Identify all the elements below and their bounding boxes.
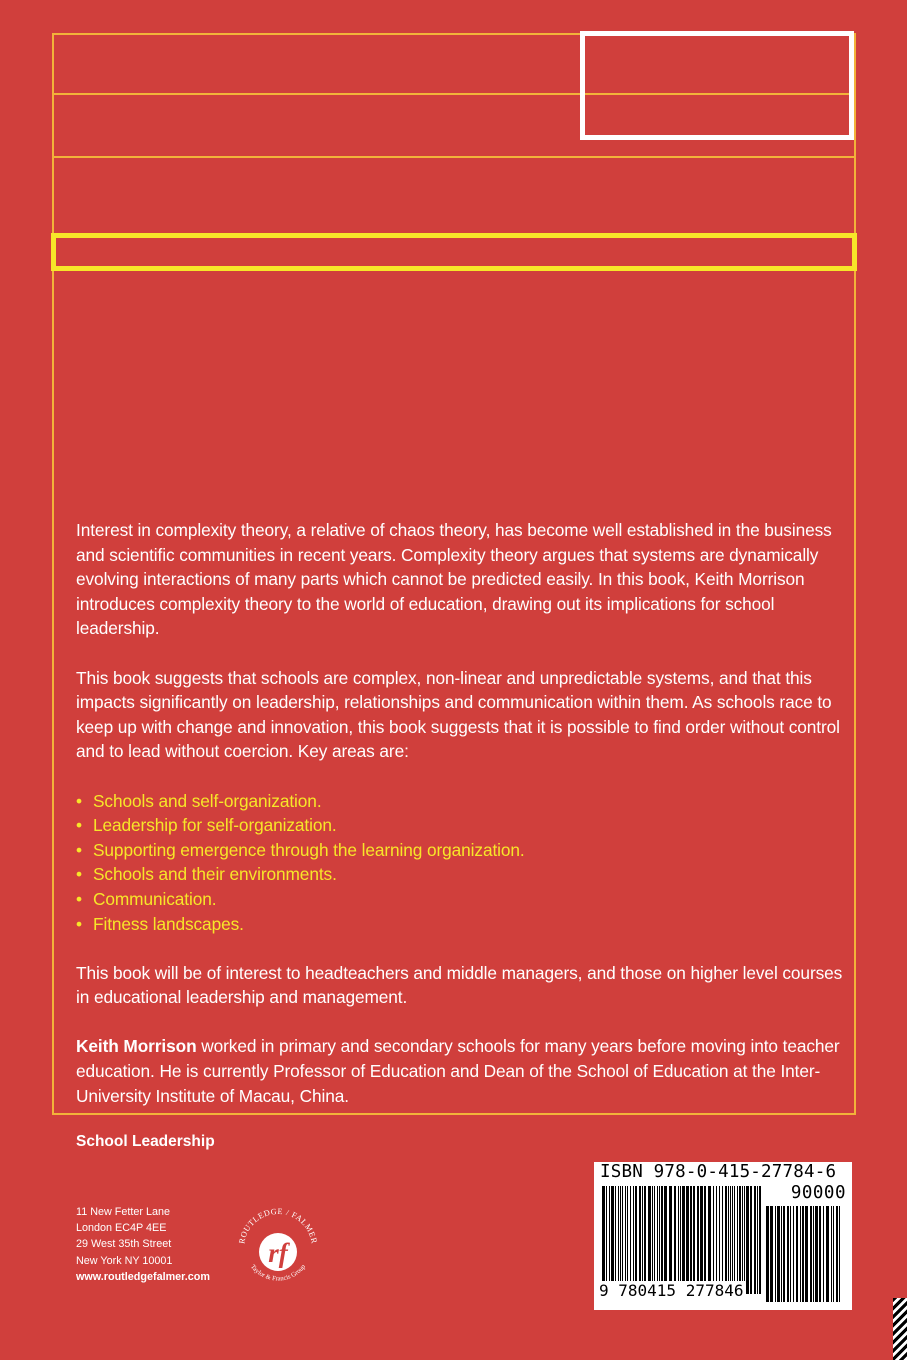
barcode-bar — [815, 1206, 818, 1302]
address-line-3: 29 West 35th Street — [76, 1238, 172, 1251]
barcode-bar — [704, 1186, 706, 1294]
routledge-falmer-logo — [228, 1196, 328, 1296]
logo-bottom-text: Taylor & Francis Group — [248, 1263, 308, 1283]
logo-top-text: ROUTLEDGE / FALMER — [237, 1206, 319, 1245]
barcode-bar — [625, 1186, 626, 1294]
barcode-bar — [777, 1206, 780, 1302]
barcode-bar — [728, 1186, 729, 1294]
barcode-bar — [766, 1206, 769, 1302]
barcode-bar — [659, 1186, 660, 1294]
barcode-bar — [770, 1206, 773, 1302]
corner-registration-mark — [893, 1298, 907, 1360]
barcode-bar — [690, 1186, 692, 1294]
address-line-4: New York NY 10001 — [76, 1254, 173, 1267]
barcode-bar — [630, 1186, 631, 1294]
barcode-bar — [661, 1186, 663, 1294]
addon-barcode — [766, 1206, 844, 1302]
barcode-digits: 9 780415 277846 — [599, 1281, 744, 1300]
barcode-bar — [635, 1186, 637, 1294]
key-area-item: • Supporting emergence through the learning organization. — [76, 838, 846, 863]
barcode-bar — [739, 1186, 741, 1294]
white-outline-box — [580, 31, 854, 140]
barcode-bar — [805, 1206, 808, 1302]
price-code: 90000 — [790, 1183, 846, 1203]
barcode-bar — [775, 1206, 776, 1302]
barcode-bar — [644, 1186, 646, 1294]
barcode-bar — [620, 1186, 621, 1294]
barcode-bar — [732, 1186, 733, 1294]
barcode-bar — [713, 1186, 714, 1294]
barcode-bar — [754, 1186, 756, 1294]
barcode-bar — [833, 1206, 834, 1302]
address-line-2: London EC4P 4EE — [76, 1222, 167, 1235]
barcode-bar — [716, 1186, 717, 1294]
barcode-bar — [787, 1206, 789, 1302]
barcode-bar — [793, 1206, 794, 1302]
description-paragraph-1: Interest in complexity theory, a relative of chaos theory, has become well established in the business and scientific communities in recent years. Complexity theory argues that systems are dynamically evolving interactions of many parts which cannot be predicted easily. In this book, Keith Morrison introduces complexity theory to the world of education, drawing out its implications for school leadership. — [76, 520, 832, 639]
barcode-bar — [744, 1186, 745, 1294]
isbn-barcode-block — [594, 1162, 852, 1310]
barcode-bar — [609, 1186, 610, 1294]
publisher-address — [76, 1204, 210, 1285]
yellow-outline-bar — [51, 233, 857, 271]
barcode-bar — [813, 1206, 814, 1302]
isbn-number: ISBN 978-0-415-27784-6 — [600, 1162, 837, 1182]
barcode-bar — [759, 1186, 761, 1294]
description-paragraph-2: This book suggests that schools are complex, non-linear and unpredictable systems, and that this impacts significantly on leadership, relationships and communication within them. As schools race to keep up with change and innovation, this book suggests that it is possible to find order without control and to lead without coercion. Key areas are: — [76, 667, 840, 762]
frame-line-right — [854, 33, 856, 1115]
barcode-bar — [831, 1206, 832, 1302]
key-area-item: • Fitness landscapes. — [76, 912, 846, 937]
barcode-bar — [810, 1206, 812, 1302]
barcode-bar — [746, 1186, 749, 1294]
barcode-bar — [800, 1206, 801, 1302]
frame-line-third — [52, 156, 856, 158]
barcode-bar — [781, 1206, 782, 1302]
frame-line-left — [52, 33, 54, 1115]
barcode-bar — [680, 1186, 681, 1294]
barcode-bar — [602, 1186, 605, 1294]
key-area-item: • Leadership for self-organization. — [76, 813, 846, 838]
barcode-bar — [802, 1206, 804, 1302]
key-area-item: • Schools and self-organization. — [76, 789, 846, 814]
ean-barcode — [602, 1186, 762, 1294]
barcode-bar — [674, 1186, 676, 1294]
barcode-bar — [642, 1186, 643, 1294]
barcode-bar — [839, 1206, 840, 1302]
barcode-bar — [836, 1206, 838, 1302]
logo-monogram: rf — [268, 1238, 288, 1268]
barcode-bar — [639, 1186, 641, 1294]
barcode-bar — [725, 1186, 727, 1294]
barcode-bar — [606, 1186, 607, 1294]
barcode-bar — [734, 1186, 735, 1294]
barcode-bar — [790, 1206, 791, 1302]
barcode-bar — [648, 1186, 651, 1294]
barcode-bar — [823, 1206, 824, 1302]
description-paragraph-3: This book will be of interest to headteachers and middle managers, and those on higher level courses in educational leadership and management. — [76, 962, 843, 1008]
barcode-bar — [757, 1186, 758, 1294]
barcode-bar — [826, 1206, 829, 1302]
author-bio — [76, 1034, 846, 1108]
key-areas-list — [76, 789, 846, 937]
barcode-bar — [633, 1186, 634, 1294]
barcode-bar — [678, 1186, 679, 1294]
barcode-bar — [730, 1186, 731, 1294]
address-line-1: 11 New Fetter Lane — [76, 1206, 171, 1218]
barcode-bar — [618, 1186, 619, 1294]
barcode-bar — [819, 1206, 821, 1302]
author-bio-text: worked in primary and secondary schools for many years before moving into teacher education. He is currently Professor of Education and Dean of the School of Education at the Inter-University Institute of Macau, China. — [76, 1036, 840, 1106]
barcode-bar — [796, 1206, 798, 1302]
barcode-bar — [750, 1186, 752, 1294]
barcode-bar — [627, 1186, 628, 1294]
publisher-website: www.routledgefalmer.com — [76, 1270, 210, 1283]
barcode-bar — [708, 1186, 711, 1294]
barcode-bar — [722, 1186, 723, 1294]
barcode-bar — [700, 1186, 703, 1294]
barcode-bar — [657, 1186, 658, 1294]
barcode-bar — [693, 1186, 695, 1294]
author-name: Keith Morrison — [76, 1036, 197, 1057]
barcode-bar — [697, 1186, 699, 1294]
key-area-item: • Communication. — [76, 887, 846, 912]
barcode-bar — [719, 1186, 720, 1294]
series-title: School Leadership — [76, 1133, 215, 1150]
key-area-item: • Schools and their environments. — [76, 862, 846, 887]
barcode-bar — [737, 1186, 738, 1294]
barcode-bar — [783, 1206, 785, 1302]
barcode-bar — [615, 1186, 616, 1294]
cover-description — [76, 518, 846, 1133]
barcode-bar — [654, 1186, 655, 1294]
barcode-bar — [664, 1186, 667, 1294]
barcode-bar — [652, 1186, 653, 1294]
barcode-bar — [622, 1186, 623, 1294]
barcode-bar — [611, 1186, 614, 1294]
barcode-bar — [682, 1186, 685, 1294]
barcode-bar — [686, 1186, 689, 1294]
barcode-bar — [669, 1186, 672, 1294]
barcode-bar — [742, 1186, 743, 1294]
